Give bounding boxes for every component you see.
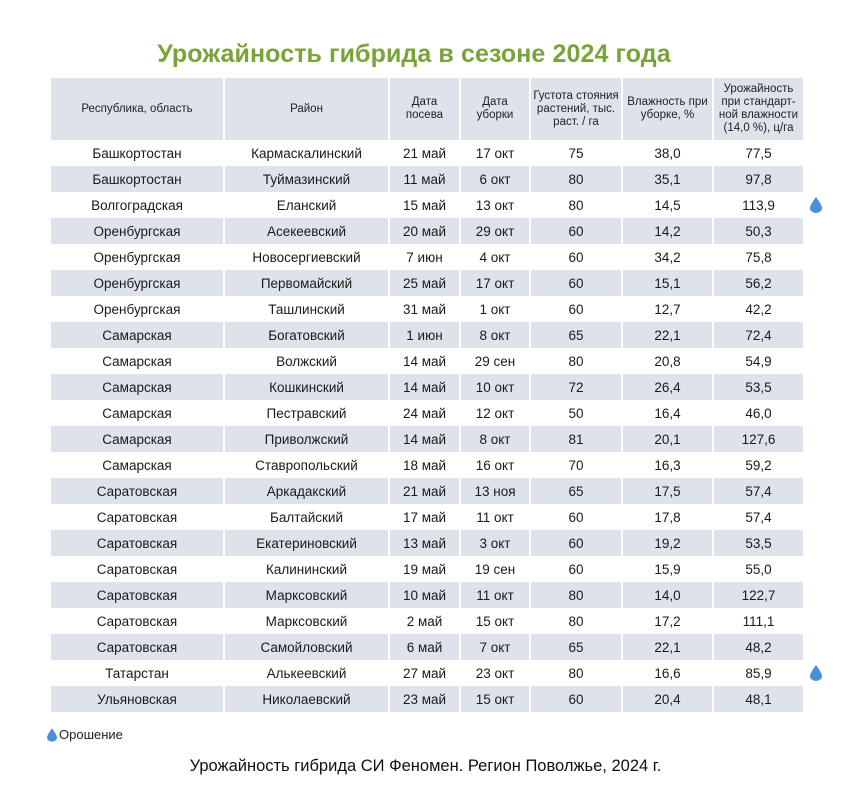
cell-harvest-date: 19 сен bbox=[474, 561, 516, 577]
water-drop-icon bbox=[810, 197, 822, 213]
table-row bbox=[51, 166, 803, 192]
cell-harvest-date: 15 окт bbox=[475, 613, 515, 629]
cell-district: Волжский bbox=[276, 353, 337, 369]
cell-moisture: 26,4 bbox=[623, 374, 712, 400]
cell-moisture: 35,1 bbox=[623, 166, 712, 192]
cell-region: Ульяновская bbox=[51, 686, 223, 712]
cell-district: Еланский bbox=[276, 197, 337, 213]
cell-density: 50 bbox=[568, 405, 584, 421]
cell-region: Самарская bbox=[51, 426, 223, 452]
cell-yield bbox=[714, 192, 803, 218]
cell-harvest-date: 13 ноя bbox=[461, 478, 529, 504]
cell-density: 65 bbox=[531, 634, 621, 660]
cell-district: Кошкинский bbox=[225, 374, 388, 400]
cell-sow-date: 6 май bbox=[390, 634, 459, 660]
table-row bbox=[51, 400, 803, 426]
cell-region: Саратовская bbox=[51, 478, 223, 504]
cell-sow-date: 25 май bbox=[390, 270, 459, 296]
cell-harvest-date: 8 окт bbox=[461, 426, 529, 452]
cell-district: Богатовский bbox=[225, 322, 388, 348]
column-header-district: Район bbox=[225, 78, 388, 140]
cell-density: 60 bbox=[568, 301, 584, 317]
cell-density: 80 bbox=[568, 665, 584, 681]
cell-moisture: 20,8 bbox=[654, 353, 681, 369]
table-row bbox=[51, 582, 803, 608]
figure-caption: Урожайность гибрида СИ Феномен. Регион Поволжье, 2024 г. bbox=[189, 757, 662, 775]
column-header-density: Густота стояния растений, тыс. раст. / га bbox=[531, 78, 621, 140]
cell-harvest-date: 11 окт bbox=[461, 582, 529, 608]
cell-sow-date: 11 май bbox=[390, 166, 459, 192]
cell-sow-date: 18 май bbox=[402, 457, 447, 473]
cell-moisture: 20,1 bbox=[623, 426, 712, 452]
cell-region: Саратовская bbox=[96, 509, 178, 525]
table-row bbox=[51, 504, 803, 530]
cell-density: 60 bbox=[531, 686, 621, 712]
cell-harvest-date: 17 окт bbox=[461, 270, 529, 296]
cell-density: 65 bbox=[531, 322, 621, 348]
table-row bbox=[51, 322, 803, 348]
cell-moisture: 17,2 bbox=[654, 613, 681, 629]
cell-district: Новосергиевский bbox=[252, 249, 361, 265]
water-drop-icon bbox=[47, 728, 57, 742]
cell-sow-date: 14 май bbox=[390, 426, 459, 452]
cell-yield: 53,5 bbox=[714, 530, 803, 556]
cell-sow-date: 20 май bbox=[390, 218, 459, 244]
cell-sow-date: 21 май bbox=[390, 478, 459, 504]
cell-sow-date: 31 май bbox=[402, 301, 447, 317]
cell-yield: 56,2 bbox=[714, 270, 803, 296]
cell-yield: 111,1 bbox=[742, 613, 775, 629]
table-row bbox=[51, 608, 803, 634]
table-header-row bbox=[51, 78, 803, 140]
table-row bbox=[51, 192, 803, 218]
cell-region: Оренбургская bbox=[93, 249, 181, 265]
cell-region: Самарская bbox=[102, 457, 172, 473]
cell-harvest-date: 1 окт bbox=[479, 301, 511, 317]
table-row bbox=[51, 686, 803, 712]
cell-density: 81 bbox=[531, 426, 621, 452]
cell-yield: 42,2 bbox=[745, 301, 772, 317]
cell-yield: 48,2 bbox=[714, 634, 803, 660]
cell-harvest-date: 17 окт bbox=[475, 145, 515, 161]
cell-density: 60 bbox=[568, 561, 584, 577]
table-body bbox=[51, 140, 803, 712]
cell-density: 60 bbox=[531, 530, 621, 556]
cell-harvest-date: 13 окт bbox=[475, 197, 515, 213]
cell-sow-date: 10 май bbox=[390, 582, 459, 608]
cell-region: Самарская bbox=[102, 353, 172, 369]
cell-district: Асекеевский bbox=[225, 218, 388, 244]
cell-yield: 48,1 bbox=[714, 686, 803, 712]
cell-density: 60 bbox=[568, 509, 584, 525]
cell-district: Пестравский bbox=[266, 405, 347, 421]
cell-region: Самарская bbox=[51, 322, 223, 348]
cell-sow-date: 14 май bbox=[390, 374, 459, 400]
cell-density: 60 bbox=[568, 249, 584, 265]
cell-sow-date: 23 май bbox=[390, 686, 459, 712]
cell-yield: 77,5 bbox=[745, 145, 772, 161]
cell-density: 80 bbox=[568, 353, 584, 369]
cell-moisture: 16,3 bbox=[654, 457, 681, 473]
cell-region: Оренбургская bbox=[51, 218, 223, 244]
cell-harvest-date: 29 сен bbox=[474, 353, 516, 369]
cell-district: Екатериновский bbox=[225, 530, 388, 556]
cell-yield: 72,4 bbox=[714, 322, 803, 348]
cell-moisture: 16,4 bbox=[654, 405, 681, 421]
cell-region: Самарская bbox=[51, 374, 223, 400]
cell-region: Саратовская bbox=[51, 582, 223, 608]
cell-yield bbox=[714, 660, 803, 686]
cell-moisture: 15,9 bbox=[654, 561, 681, 577]
cell-district: Ташлинский bbox=[268, 301, 345, 317]
column-header-yield: Урожайность при стандарт-ной влажности (14,0 %), ц/га bbox=[714, 78, 803, 140]
cell-region: Саратовская bbox=[96, 561, 178, 577]
cell-moisture: 12,7 bbox=[654, 301, 681, 317]
cell-region: Саратовская bbox=[51, 530, 223, 556]
table-row bbox=[51, 218, 803, 244]
cell-sow-date: 27 май bbox=[402, 665, 447, 681]
cell-harvest-date: 12 окт bbox=[475, 405, 515, 421]
cell-sow-date: 17 май bbox=[402, 509, 447, 525]
cell-harvest-date: 6 окт bbox=[461, 166, 529, 192]
cell-sow-date: 2 май bbox=[406, 613, 443, 629]
table-row bbox=[51, 530, 803, 556]
cell-harvest-date: 11 окт bbox=[476, 509, 514, 525]
cell-moisture: 22,1 bbox=[623, 634, 712, 660]
cell-sow-date: 7 июн bbox=[406, 249, 443, 265]
cell-density: 80 bbox=[531, 582, 621, 608]
cell-moisture: 14,5 bbox=[654, 197, 681, 213]
cell-density: 80 bbox=[568, 197, 584, 213]
cell-harvest-date: 23 окт bbox=[475, 665, 515, 681]
cell-district: Балтайский bbox=[269, 509, 344, 525]
table-row bbox=[51, 634, 803, 660]
water-drop-icon bbox=[810, 665, 822, 681]
cell-yield: 50,3 bbox=[714, 218, 803, 244]
table-row bbox=[51, 478, 803, 504]
cell-yield: 122,7 bbox=[714, 582, 803, 608]
cell-density: 60 bbox=[531, 270, 621, 296]
cell-district: Аркадакский bbox=[225, 478, 388, 504]
cell-district: Кармаскалинский bbox=[251, 145, 362, 161]
cell-region: Башкортостан bbox=[92, 145, 182, 161]
cell-district: Алькеевский bbox=[266, 665, 347, 681]
cell-density: 70 bbox=[568, 457, 584, 473]
cell-yield: 54,9 bbox=[745, 353, 772, 369]
legend-label: Орошение bbox=[59, 727, 123, 742]
cell-region: Татарстан bbox=[105, 665, 169, 681]
legend bbox=[47, 727, 123, 742]
table-row bbox=[51, 270, 803, 296]
cell-moisture: 15,1 bbox=[623, 270, 712, 296]
cell-region: Волгоградская bbox=[91, 197, 183, 213]
cell-moisture: 22,1 bbox=[623, 322, 712, 348]
cell-region: Саратовская bbox=[96, 613, 178, 629]
yield-value: 113,9 bbox=[742, 197, 775, 213]
cell-density: 60 bbox=[531, 218, 621, 244]
cell-density: 80 bbox=[568, 613, 584, 629]
cell-harvest-date: 4 окт bbox=[479, 249, 511, 265]
cell-density: 65 bbox=[531, 478, 621, 504]
cell-yield: 97,8 bbox=[714, 166, 803, 192]
cell-yield: 57,4 bbox=[714, 478, 803, 504]
cell-yield: 53,5 bbox=[714, 374, 803, 400]
cell-district: Ставропольский bbox=[255, 457, 358, 473]
cell-harvest-date: 8 окт bbox=[461, 322, 529, 348]
table-row bbox=[51, 426, 803, 452]
cell-sow-date: 13 май bbox=[390, 530, 459, 556]
column-header-moisture: Влажность при уборке, % bbox=[623, 78, 712, 140]
table-row bbox=[51, 452, 803, 478]
cell-harvest-date: 29 окт bbox=[461, 218, 529, 244]
cell-yield: 57,4 bbox=[745, 509, 772, 525]
table-row bbox=[51, 348, 803, 374]
cell-density: 72 bbox=[531, 374, 621, 400]
cell-yield: 127,6 bbox=[714, 426, 803, 452]
cell-moisture: 20,4 bbox=[623, 686, 712, 712]
cell-district: Первомайский bbox=[225, 270, 388, 296]
cell-region: Башкортостан bbox=[51, 166, 223, 192]
cell-sow-date: 1 июн bbox=[390, 322, 459, 348]
cell-harvest-date: 3 окт bbox=[461, 530, 529, 556]
cell-region: Оренбургская bbox=[51, 270, 223, 296]
cell-district: Калининский bbox=[266, 561, 347, 577]
cell-moisture: 19,2 bbox=[623, 530, 712, 556]
cell-sow-date: 15 май bbox=[402, 197, 447, 213]
cell-sow-date: 24 май bbox=[402, 405, 447, 421]
cell-district: Туймазинский bbox=[225, 166, 388, 192]
table-row bbox=[51, 140, 803, 166]
table-row bbox=[51, 556, 803, 582]
cell-harvest-date: 15 окт bbox=[461, 686, 529, 712]
cell-moisture: 38,0 bbox=[654, 145, 681, 161]
cell-region: Саратовская bbox=[51, 634, 223, 660]
table-row bbox=[51, 660, 803, 686]
column-header-harvest-date: Дата уборки bbox=[461, 78, 529, 140]
cell-moisture: 14,2 bbox=[623, 218, 712, 244]
cell-moisture: 14,0 bbox=[623, 582, 712, 608]
table-row bbox=[51, 374, 803, 400]
cell-sow-date: 19 май bbox=[402, 561, 447, 577]
cell-density: 75 bbox=[568, 145, 584, 161]
table-row bbox=[51, 244, 803, 270]
cell-region: Оренбургская bbox=[93, 301, 181, 317]
table-row bbox=[51, 296, 803, 322]
cell-yield: 55,0 bbox=[745, 561, 772, 577]
cell-district: Марксовский bbox=[265, 613, 348, 629]
yield-table bbox=[49, 78, 805, 712]
column-header-sow-date: Дата посева bbox=[390, 78, 459, 140]
cell-moisture: 17,8 bbox=[654, 509, 681, 525]
cell-density: 80 bbox=[531, 166, 621, 192]
cell-region: Самарская bbox=[102, 405, 172, 421]
page-title: Урожайность гибрида в сезоне 2024 года bbox=[157, 40, 671, 68]
cell-moisture: 17,5 bbox=[623, 478, 712, 504]
cell-harvest-date: 7 окт bbox=[461, 634, 529, 660]
cell-district: Николаевский bbox=[225, 686, 388, 712]
cell-harvest-date: 16 окт bbox=[475, 457, 515, 473]
cell-moisture: 34,2 bbox=[654, 249, 681, 265]
cell-district: Марксовский bbox=[225, 582, 388, 608]
cell-sow-date: 21 май bbox=[402, 145, 447, 161]
cell-district: Приволжский bbox=[225, 426, 388, 452]
cell-yield: 75,8 bbox=[745, 249, 772, 265]
cell-yield: 59,2 bbox=[745, 457, 772, 473]
cell-district: Самойловский bbox=[225, 634, 388, 660]
cell-sow-date: 14 май bbox=[402, 353, 447, 369]
column-header-region: Республика, область bbox=[51, 78, 223, 140]
cell-yield: 46,0 bbox=[745, 405, 772, 421]
cell-harvest-date: 10 окт bbox=[461, 374, 529, 400]
cell-moisture: 16,6 bbox=[654, 665, 681, 681]
yield-value: 85,9 bbox=[745, 665, 772, 681]
